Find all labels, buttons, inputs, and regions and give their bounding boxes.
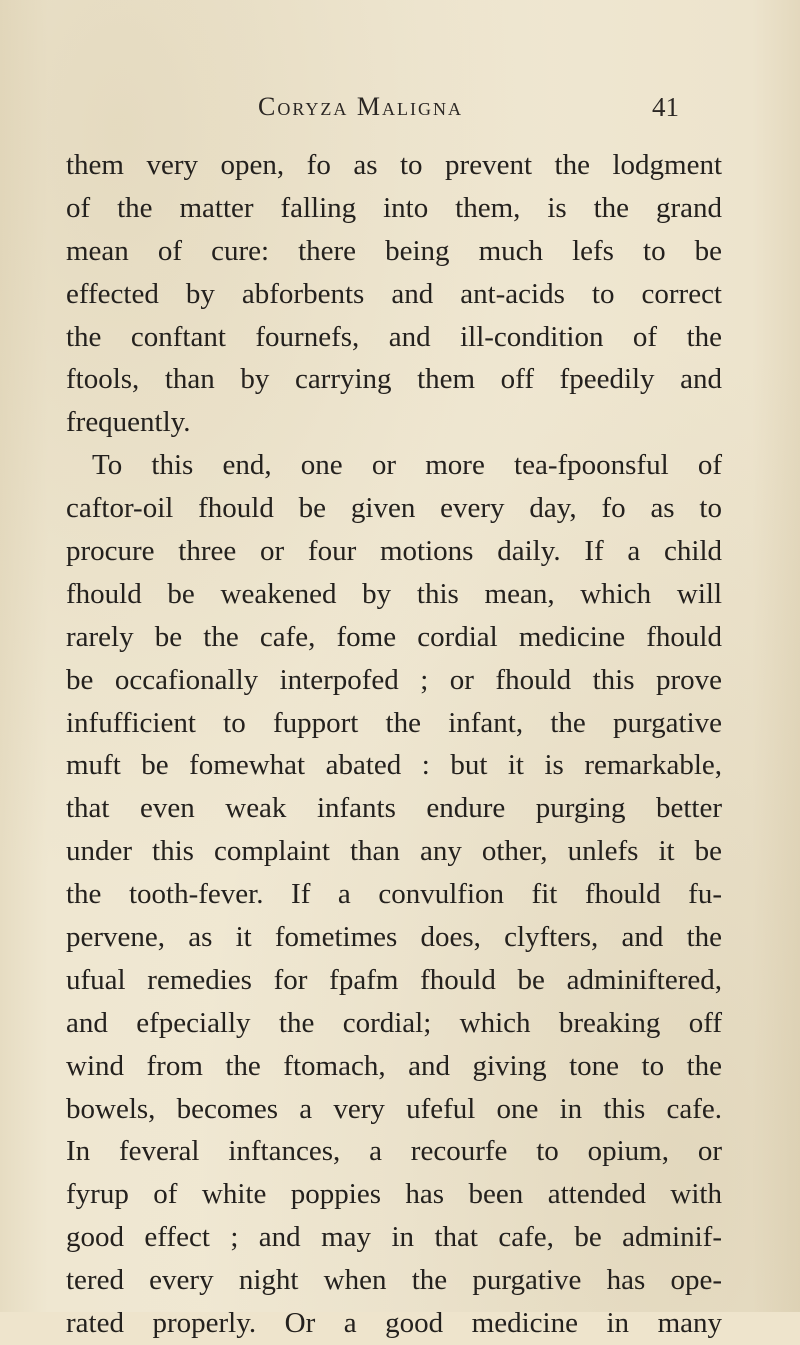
paragraph-1 (66, 144, 722, 444)
text-line: rated properly. Or a good medicine in many (66, 1307, 722, 1340)
text-line: the conftant fournefs, and ill-condition of the (66, 320, 722, 353)
text-line: ufual remedies for fpafm fhould be adminiftered, (66, 963, 722, 996)
text-line: pervene, as it fometimes does, clyfters, and the (66, 921, 722, 954)
text-line: To this end, one or more tea-fpoonsful of (92, 449, 722, 482)
text-line: them very open, fo as to prevent the lodgment (66, 149, 722, 181)
text-line: under this complaint than any other, unlefs it be (66, 835, 722, 868)
page-number: 41 (652, 92, 679, 122)
paragraph-2 (66, 444, 722, 1345)
running-head-title: Coryza Maligna (258, 92, 463, 121)
text-line: bowels, becomes a very ufeful one in this cafe. (66, 1092, 722, 1125)
running-head (0, 92, 800, 132)
text-line: rarely be the cafe, fome cordial medicine fhould (66, 620, 722, 653)
text-line: and efpecially the cordial; which breaking off (66, 1006, 722, 1039)
text-line: effected by abforbents and ant-acids to correct (66, 277, 722, 310)
text-line: tered every night when the purgative has ope- (66, 1264, 722, 1297)
text-line: fhould be weakened by this mean, which will (66, 577, 722, 610)
text-line: caftor-oil fhould be given every day, fo as to (66, 492, 722, 525)
text-line: wind from the ftomach, and giving tone to the (66, 1049, 722, 1082)
text-line: mean of cure: there being much lefs to be (66, 234, 722, 267)
text-line: infufficient to fupport the infant, the purgative (66, 706, 722, 739)
text-line: fyrup of white poppies has been attended with (66, 1178, 722, 1211)
text-line: ftools, than by carrying them off fpeedily and (66, 363, 722, 396)
text-line: be occafionally interpofed ; or fhould this prove (66, 663, 722, 696)
text-line: frequently. (66, 406, 191, 439)
text-line: good effect ; and may in that cafe, be adminif- (66, 1221, 722, 1254)
text-line: In feveral inftances, a recourfe to opium, or (66, 1135, 722, 1168)
body-text (66, 144, 722, 1345)
text-line: procure three or four motions daily. If a child (66, 535, 722, 568)
text-line: the tooth-fever. If a convulfion fit fhould fu- (66, 878, 722, 911)
text-line: of the matter falling into them, is the grand (66, 191, 722, 224)
text-line: that even weak infants endure purging better (66, 792, 722, 825)
text-line: muft be fomewhat abated : but it is remarkable, (66, 749, 722, 782)
